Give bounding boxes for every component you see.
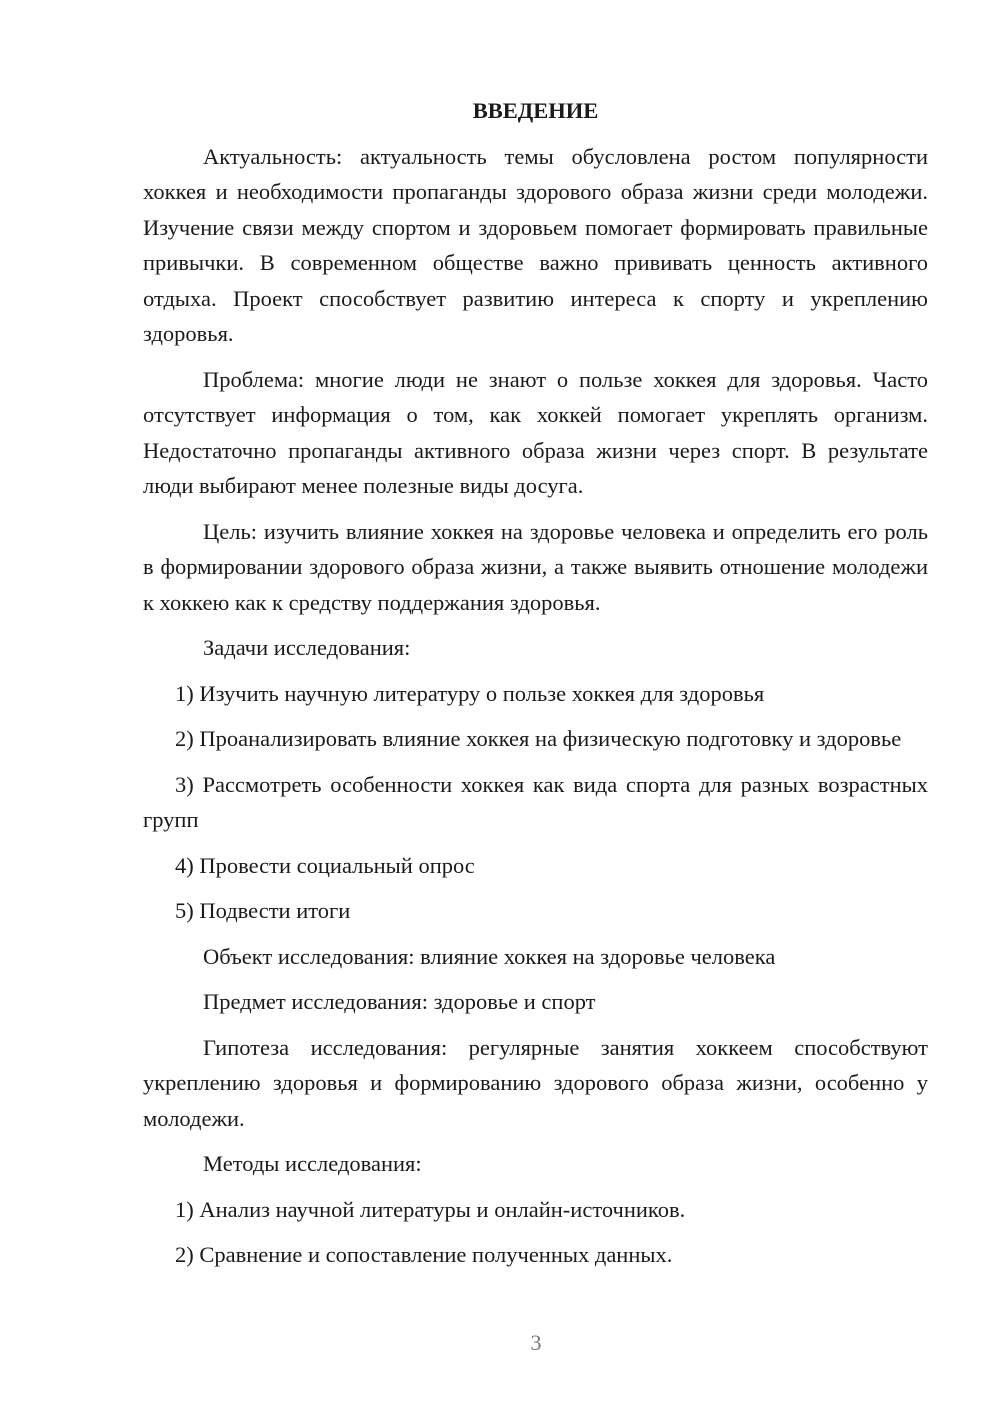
relevance-paragraph: Актуальность: актуальность темы обусловлена ростом популярности хоккея и необходимости пропаганды здорового образа жизни среди молодежи. Изучение связи между спортом и здоровьем помогает формировать правильные привычки. В современном обществе важно прививать ценность активного отдыха. Проект способствует развитию интереса к спорту и укреплению здоровья. [143,143,928,346]
task-item: 2) Проанализировать влияние хоккея на физическую подготовку и здоровье [175,726,902,751]
goal-paragraph: Цель: изучить влияние хоккея на здоровье человека и определить его роль в формировании здорового образа жизни, а также выявить отношение молодежи к хоккею как к средству поддержания здоровья. [143,518,928,615]
method-item: 2) Сравнение и сопоставление полученных данных. [175,1242,673,1267]
method-item: 1) Анализ научной литературы и онлайн-источников. [175,1196,686,1222]
page-number: 3 [530,1330,542,1355]
tasks-heading: Задачи исследования: [203,635,411,660]
hypothesis-paragraph: Гипотеза исследования: регулярные занятия хоккеем способствуют укреплению здоровья и формированию здорового образа жизни, особенно у молодежи. [143,1034,928,1131]
section-title: ВВЕДЕНИЕ [472,98,599,123]
task-item: 4) Провести социальный опрос [175,852,475,878]
task-item: 1) Изучить научную литературу о пользе хоккея для здоровья [175,680,765,706]
task-item: 5) Подвести итоги [175,898,351,923]
task-item: 3) Рассмотреть особенности хоккея как вида спорта для разных возрастных групп [143,771,928,832]
methods-heading: Методы исследования: [203,1151,422,1176]
subject-paragraph: Предмет исследования: здоровье и спорт [203,989,596,1014]
problem-paragraph: Проблема: многие люди не знают о пользе хоккея для здоровья. Часто отсутствует информация о том, как хоккей помогает укреплять организм. Недостаточно пропаганды активного образа жизни через спорт. В результате люди выбирают менее полезные виды досуга. [143,366,928,498]
object-paragraph: Объект исследования: влияние хоккея на здоровье человека [203,943,776,969]
document-body [143,93,928,1273]
